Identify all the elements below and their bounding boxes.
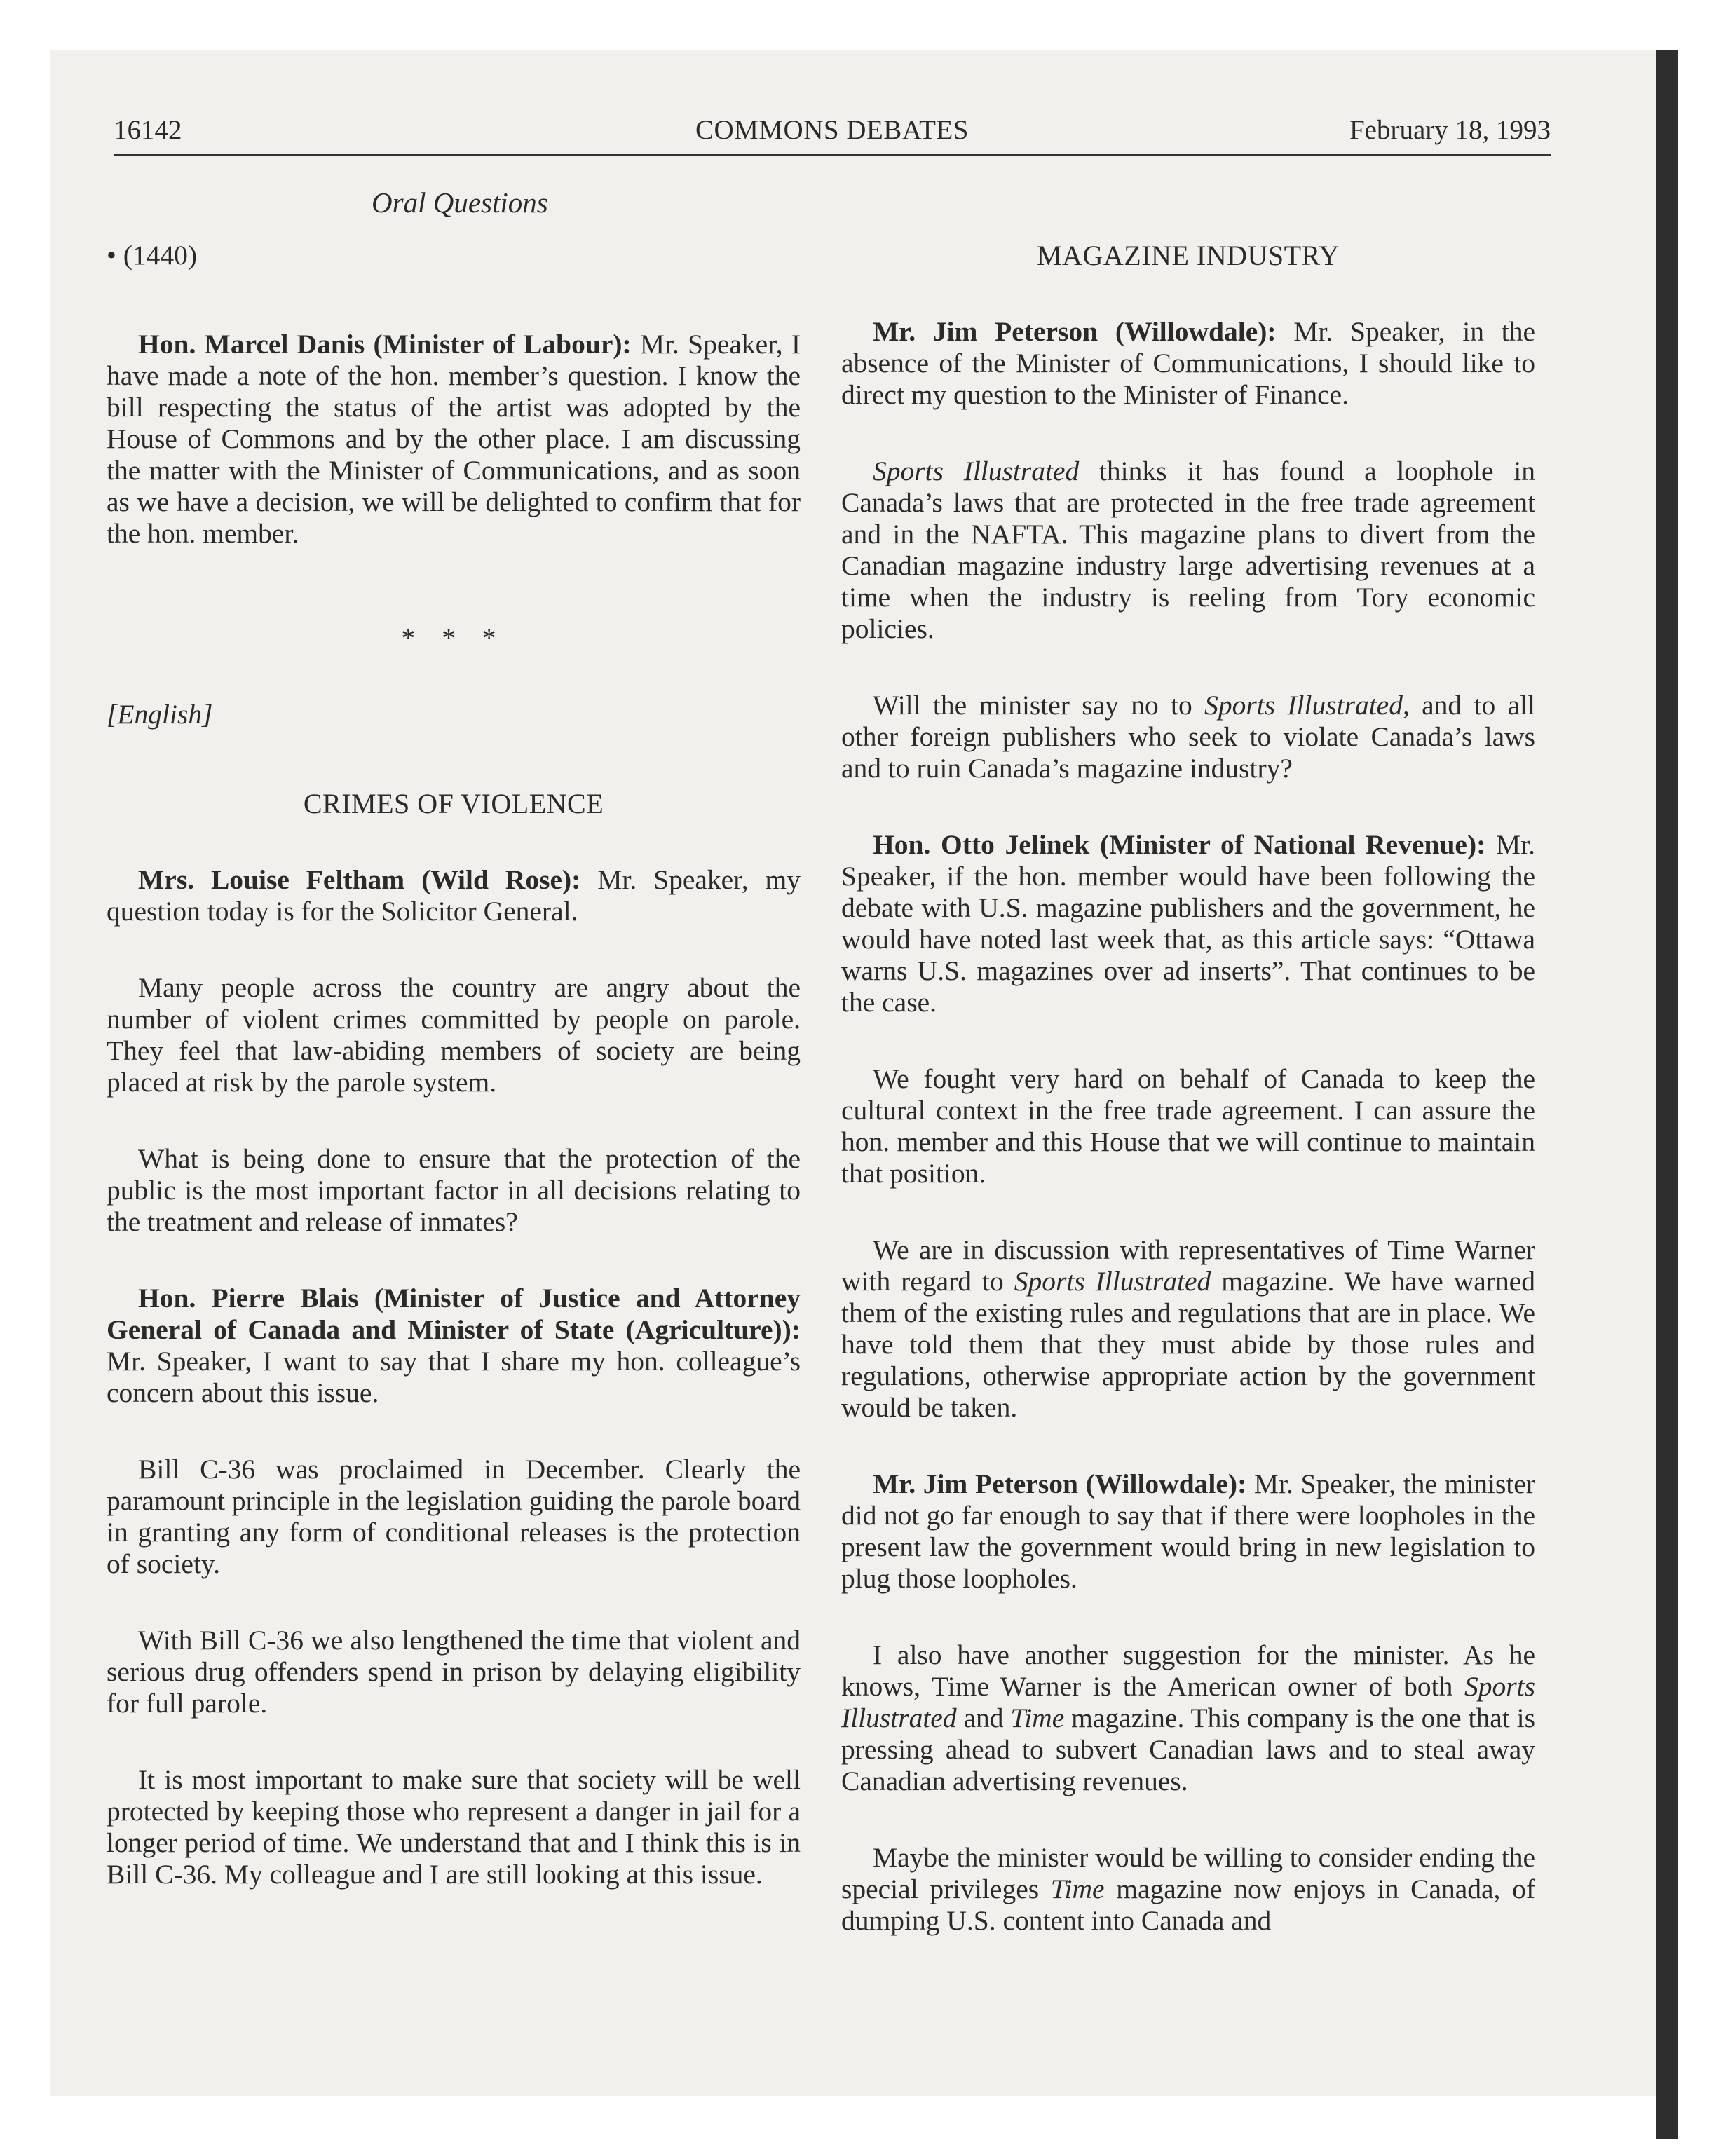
- paragraph: [841, 829, 1535, 1018]
- paragraph-text: I also have another suggestion for the minister. As he knows, Time Warner is the American owner of both: [841, 1639, 1535, 1702]
- paragraph-text: magazine now enjoys in Canada, of dumping U.S. content into Canada and: [841, 1874, 1536, 1936]
- paragraph: [841, 316, 1535, 411]
- paragraph: [107, 1283, 801, 1409]
- italic-title: Sports Illustrated: [1014, 1266, 1211, 1297]
- italic-title: Time: [1050, 1874, 1105, 1904]
- paragraph-text: Mr. Speaker, if the hon. member would have been following the debate with U.S. magazine publishers and the government, he would have noted last week that, as this article says: “Ottawa warns U.S. magazines over ad inserts”. That continues to be the case.: [841, 829, 1535, 1018]
- page-header: [114, 114, 1551, 156]
- paragraph: [841, 1468, 1535, 1595]
- left-column: [107, 210, 801, 1890]
- paragraph: [841, 690, 1535, 784]
- paragraph: It is most important to make sure that society will be well protected by keeping those who represent a danger in jail for a longer period of time. We understand that and I think this is in Bill C-36. My colleague and I are still looking at this issue.: [107, 1764, 801, 1890]
- publication-title: COMMONS DEBATES: [695, 115, 969, 145]
- speaker-name: Mr. Jim Peterson (Willowdale):: [873, 316, 1277, 347]
- page-date: February 18, 1993: [1349, 115, 1551, 145]
- italic-title: Sports Illustrated,: [1204, 690, 1410, 721]
- section-title: Oral Questions: [372, 186, 548, 219]
- speaker-name: Hon. Otto Jelinek (Minister of National Revenue):: [873, 829, 1486, 860]
- paragraph-text: thinks it has found a loophole in Canada’s laws that are protected in the free trade agreement and in the NAFTA. This magazine plans to divert from the Canadian magazine industry large advertising revenues at a time when the industry is reeling from Tory economic policies.: [841, 456, 1535, 644]
- speaker-name: Mrs. Louise Feltham (Wild Rose):: [138, 864, 581, 895]
- paragraph: [841, 1639, 1535, 1797]
- paragraph-text: Maybe the minister would be willing to consider ending the special privileges: [841, 1842, 1535, 1904]
- paragraph: [841, 1234, 1535, 1424]
- speaker-name: Hon. Pierre Blais (Minister of Justice and Attorney General of Canada and Minister of State (Agriculture)):: [107, 1283, 801, 1345]
- paragraph-text: We are in discussion with representatives of Time Warner with regard to: [841, 1234, 1535, 1297]
- section-heading: CRIMES OF VIOLENCE: [303, 788, 604, 819]
- paragraph-text: magazine. This company is the one that is pressing ahead to subvert Canadian laws and to steal away Canadian advertising revenues.: [841, 1703, 1536, 1796]
- page-edge-shadow: [1656, 50, 1678, 2139]
- paragraph: [841, 1842, 1535, 1937]
- section-heading: MAGAZINE INDUSTRY: [1037, 240, 1340, 271]
- paragraph: With Bill C-36 we also lengthened the time that violent and serious drug offenders spend in prison by delaying eligibility for full parole.: [107, 1625, 801, 1719]
- paragraph-text: Mr. Speaker, I want to say that I share my hon. colleague’s concern about this issue.: [107, 1346, 801, 1408]
- speaker-name: Hon. Marcel Danis (Minister of Labour):: [138, 329, 632, 360]
- paragraph-text: Mr. Speaker, my question today is for the Solicitor General.: [107, 864, 801, 927]
- paragraph: [107, 864, 801, 927]
- time-marker: • (1440): [107, 240, 198, 271]
- italic-title: Time: [1010, 1703, 1065, 1733]
- separator: * * *: [401, 622, 506, 653]
- paragraph-text: Will the minister say no to: [873, 690, 1192, 721]
- paragraph: What is being done to ensure that the protection of the public is the most important factor in all decisions relating to the treatment and release of inmates?: [107, 1143, 801, 1237]
- paragraph: Many people across the country are angry about the number of violent crimes committed by people on parole. They feel that law-abiding members of society are being placed at risk by the parole system.: [107, 972, 801, 1098]
- paragraph-text: Mr. Speaker, in the absence of the Minister of Communications, I should like to direct my question to the Minister of Finance.: [841, 316, 1535, 410]
- paragraph-text: and: [963, 1703, 1004, 1733]
- right-column: [841, 210, 1535, 1937]
- header-rule: [114, 154, 1551, 156]
- paragraph: We fought very hard on behalf of Canada to keep the cultural context in the free trade agreement. I can assure the hon. member and this House that we will continue to maintain that position.: [841, 1063, 1535, 1189]
- paragraph: [107, 329, 801, 550]
- paragraph-text: magazine. We have warned them of the existing rules and regulations that are in place. We have told them that they must abide by those rules and regulations, otherwise appropriate action by the government would be taken.: [841, 1266, 1536, 1423]
- paragraph-text: and to all other foreign publishers who seek to violate Canada’s laws and to ruin Canada’s magazine industry?: [841, 690, 1535, 784]
- italic-title: Sports Illustrated: [873, 456, 1080, 486]
- italic-title: Sports Illustrated: [841, 1671, 1536, 1733]
- page-number: 16142: [114, 115, 182, 145]
- paragraph-text: Mr. Speaker, I have made a note of the hon. member’s question. I know the bill respecting the status of the artist was adopted by the House of Commons and by the other place. I am discussing the matter with the Minister of Communications, and as soon as we have a decision, we will be delighted to confirm that for the hon. member.: [107, 329, 801, 549]
- speaker-name: Mr. Jim Peterson (Willowdale):: [873, 1468, 1247, 1499]
- paragraph-text: Mr. Speaker, the minister did not go far enough to say that if there were loopholes in the present law the government would bring in new legislation to plug those loopholes.: [841, 1468, 1535, 1594]
- paragraph: Bill C-36 was proclaimed in December. Clearly the paramount principle in the legislation guiding the parole board in granting any form of conditional releases is the protection of society.: [107, 1454, 801, 1579]
- paragraph: [841, 456, 1535, 645]
- language-tag: [English]: [107, 699, 213, 730]
